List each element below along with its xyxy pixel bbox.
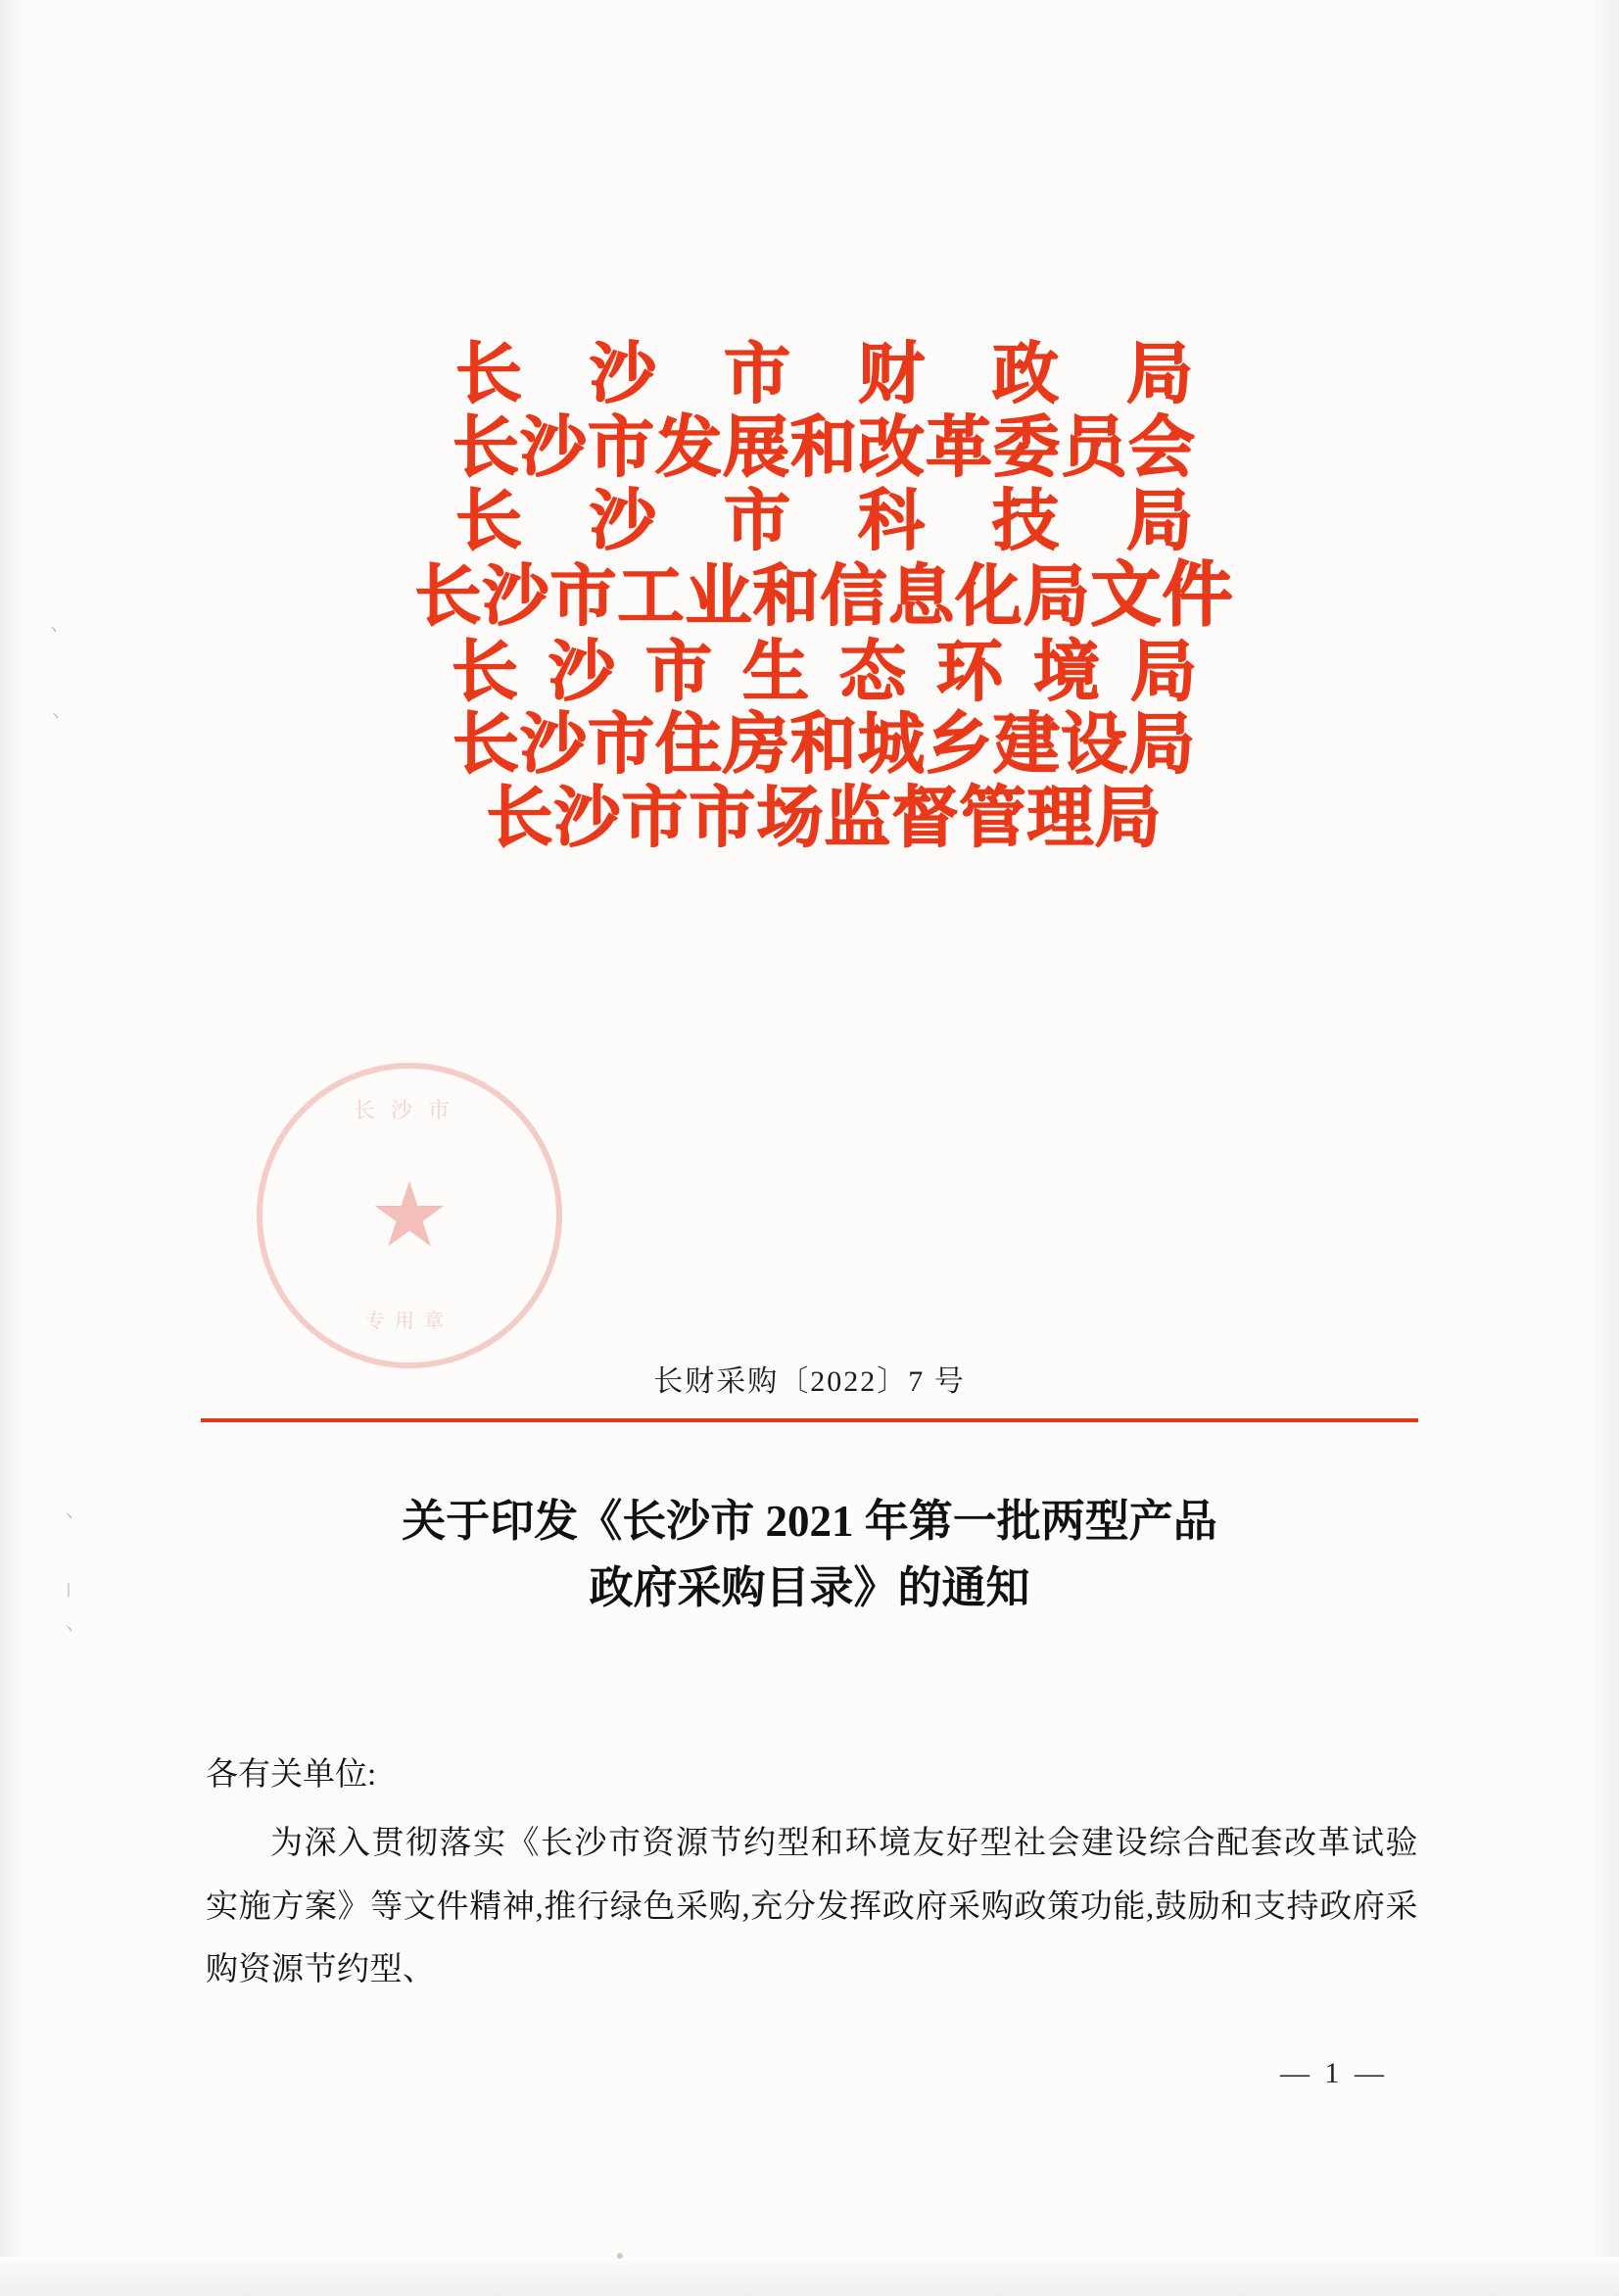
masthead xyxy=(0,338,1619,855)
body-paragraph: 为深入贯彻落实《长沙市资源节约型和环境友好型社会建设综合配套改革试验实施方案》等文件精神,推行绿色采购,充分发挥政府采购政策功能,鼓励和支持政府采购资源节约型、 xyxy=(206,1826,1418,1988)
star-icon: ★ xyxy=(368,1166,451,1266)
agency-name-line-6: 长沙市住房和城乡建设局 xyxy=(452,707,1196,783)
scan-artifact-dot xyxy=(617,2253,623,2259)
margin-mark: 丨 xyxy=(61,1583,77,1600)
scan-edge-bottom xyxy=(0,2257,1619,2296)
agency-name-line-2: 长沙市发展和改革委员会 xyxy=(452,409,1196,485)
agency-name-line-3: 长 沙 市 科 技 局 xyxy=(454,483,1218,558)
page-title xyxy=(225,1489,1394,1621)
agency-name-line-1: 长 沙 市 财 政 局 xyxy=(454,337,1218,411)
margin-mark: 丶 xyxy=(45,623,62,640)
agency-name-stack xyxy=(188,338,1432,855)
margin-mark: 丶 xyxy=(47,709,64,726)
document-body xyxy=(206,1744,1418,2001)
seal-text-top: 长沙市 xyxy=(353,1098,465,1123)
document-number: 长财采购〔2022〕7 号 xyxy=(653,1365,966,1398)
seal-text-bottom: 专用章 xyxy=(365,1311,453,1332)
title-line-2: 政府采购目录》的通知 xyxy=(589,1562,1030,1612)
margin-mark: 丶 xyxy=(61,1622,77,1639)
agency-name-line-5: 长 沙 市 生 态 环 境 局 xyxy=(451,634,1204,709)
agency-name-line-7: 长沙市市场监督管理局 xyxy=(486,781,1163,856)
agency-name-line-4 xyxy=(217,557,1432,635)
salutation: 各有关单位: xyxy=(206,1757,377,1793)
agency-name-line-4-text: 长沙市工业和信息化局 xyxy=(414,559,1091,635)
title-line-1: 关于印发《长沙市 2021 年第一批两型产品 xyxy=(402,1497,1217,1546)
red-divider-rule xyxy=(201,1418,1418,1422)
document-word: 文件 xyxy=(1090,556,1234,636)
margin-mark: 丶 xyxy=(61,1509,77,1526)
official-seal-stamp xyxy=(257,1063,562,1368)
page-number: — 1 — xyxy=(1280,2057,1388,2089)
